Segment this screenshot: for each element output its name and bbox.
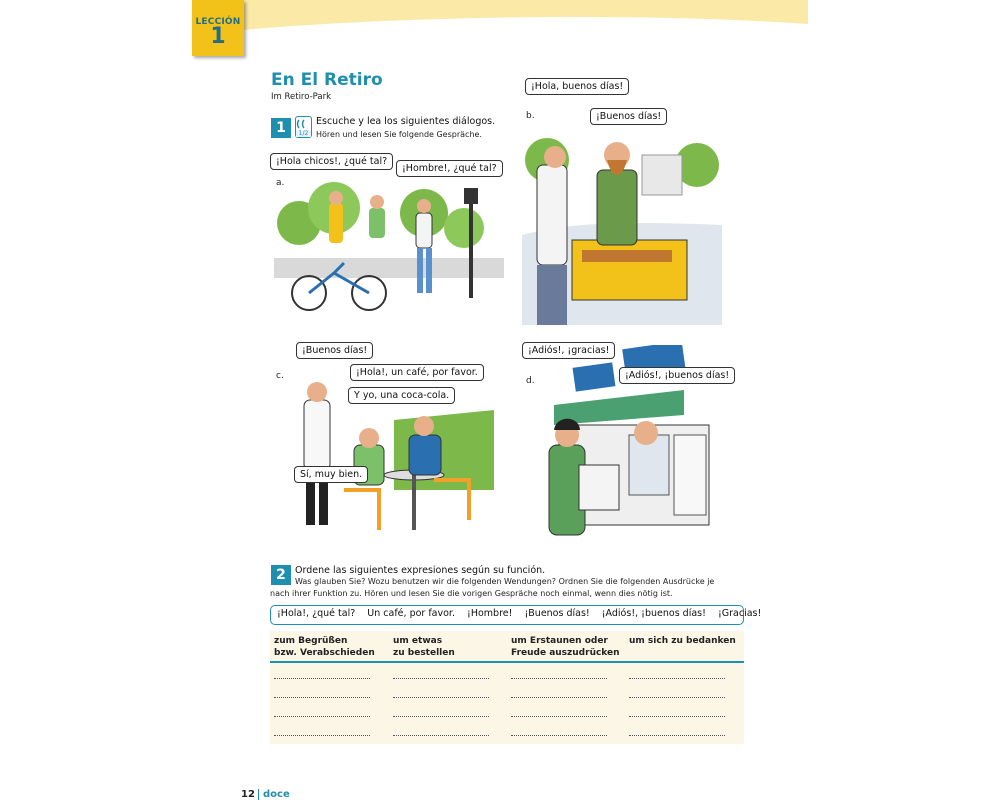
exercise-1-number: 1 xyxy=(271,118,291,138)
column-header-surprise: um Erstaunen oder Freude auszudrücken xyxy=(511,636,620,658)
panel-b-letter: b. xyxy=(526,111,535,121)
bubble-c-3: Y yo, una coca-cola. xyxy=(348,387,455,404)
panel-c-illustration xyxy=(284,380,494,540)
answer-line[interactable] xyxy=(629,697,725,698)
exercise-2-instruction-de-1: Was glauben Sie? Wozu benutzen wir die folgenden Wendungen? Ordnen Sie die folgenden Ausdrücke je xyxy=(295,577,715,586)
panel-b-illustration xyxy=(522,125,722,325)
answer-table xyxy=(270,631,744,744)
column-header-greeting: zum Begrüßen bzw. Verabschieden xyxy=(274,636,375,658)
table-header-line xyxy=(270,661,744,663)
footer-divider xyxy=(258,789,259,800)
header-wave-band xyxy=(192,0,808,30)
answer-line[interactable] xyxy=(274,735,370,736)
exercise-2-instruction-es: Ordene las siguientes expresiones según su función. xyxy=(295,565,546,576)
answer-line[interactable] xyxy=(393,735,489,736)
panel-a-illustration xyxy=(274,178,504,314)
answer-line[interactable] xyxy=(629,716,725,717)
exercise-2-number: 2 xyxy=(271,565,291,585)
bubble-b-1: ¡Hola, buenos días! xyxy=(525,78,629,95)
bubble-c-4: Sí, muy bien. xyxy=(294,466,368,483)
panel-a-letter: a. xyxy=(276,178,285,188)
answer-line[interactable] xyxy=(511,735,607,736)
answer-line[interactable] xyxy=(629,735,725,736)
answer-line[interactable] xyxy=(393,678,489,679)
bubble-a-2: ¡Hombre!, ¿qué tal? xyxy=(396,160,503,177)
phrase-item: ¡Gracias! xyxy=(717,608,762,619)
phrase-item: ¡Buenos días! xyxy=(524,608,590,619)
lesson-word: LECCIÓN xyxy=(195,17,241,27)
bubble-b-2: ¡Buenos días! xyxy=(590,108,667,125)
page-title: En El Retiro xyxy=(271,70,383,90)
column-header-order: um etwas zu bestellen xyxy=(393,636,455,658)
panel-c-letter: c. xyxy=(276,371,284,381)
answer-line[interactable] xyxy=(274,678,370,679)
page-number: 12 xyxy=(241,789,255,800)
audio-cd-icon[interactable] xyxy=(295,116,312,138)
bubble-c-1: ¡Buenos días! xyxy=(296,342,373,359)
exercise-1-instruction-de: Hören und lesen Sie folgende Gespräche. xyxy=(316,130,482,139)
answer-line[interactable] xyxy=(511,716,607,717)
answer-line[interactable] xyxy=(393,716,489,717)
exercise-2-instruction-de-2: nach ihrer Funktion zu. Hören und lesen Sie die vorigen Gespräche noch einmal, wenn dies nötig ist. xyxy=(270,589,673,598)
answer-line[interactable] xyxy=(629,678,725,679)
page-subtitle: Im Retiro-Park xyxy=(271,92,332,102)
bubble-c-2: ¡Hola!, un café, por favor. xyxy=(350,364,484,381)
speaker-icon xyxy=(296,118,310,130)
phrase-item: ¡Hombre! xyxy=(467,608,513,619)
answer-line[interactable] xyxy=(274,716,370,717)
answer-line[interactable] xyxy=(393,697,489,698)
column-header-thanks: um sich zu bedanken xyxy=(629,636,736,646)
answer-line[interactable] xyxy=(274,697,370,698)
phrase-item: ¡Hola!, ¿qué tal? xyxy=(277,608,356,619)
page-number-word: doce xyxy=(263,789,290,800)
exercise-1-instruction-es: Escuche y lea los siguientes diálogos. xyxy=(316,116,496,127)
answer-line[interactable] xyxy=(511,678,607,679)
phrase-box xyxy=(270,605,762,625)
lesson-number: 1 xyxy=(210,24,226,49)
bubble-d-1: ¡Adiós!, ¡gracias! xyxy=(522,342,615,359)
audio-track-label: 1/2 xyxy=(296,130,311,137)
answer-line[interactable] xyxy=(511,697,607,698)
phrase-item: Un café, por favor. xyxy=(367,608,455,619)
bubble-a-1: ¡Hola chicos!, ¿qué tal? xyxy=(270,153,393,170)
phrase-item: ¡Adiós!, ¡buenos días! xyxy=(601,608,706,619)
panel-d-letter: d. xyxy=(526,376,535,386)
textbook-page xyxy=(192,0,808,800)
bubble-d-2: ¡Adiós!, ¡buenos días! xyxy=(619,367,735,384)
lesson-tab xyxy=(192,0,244,56)
